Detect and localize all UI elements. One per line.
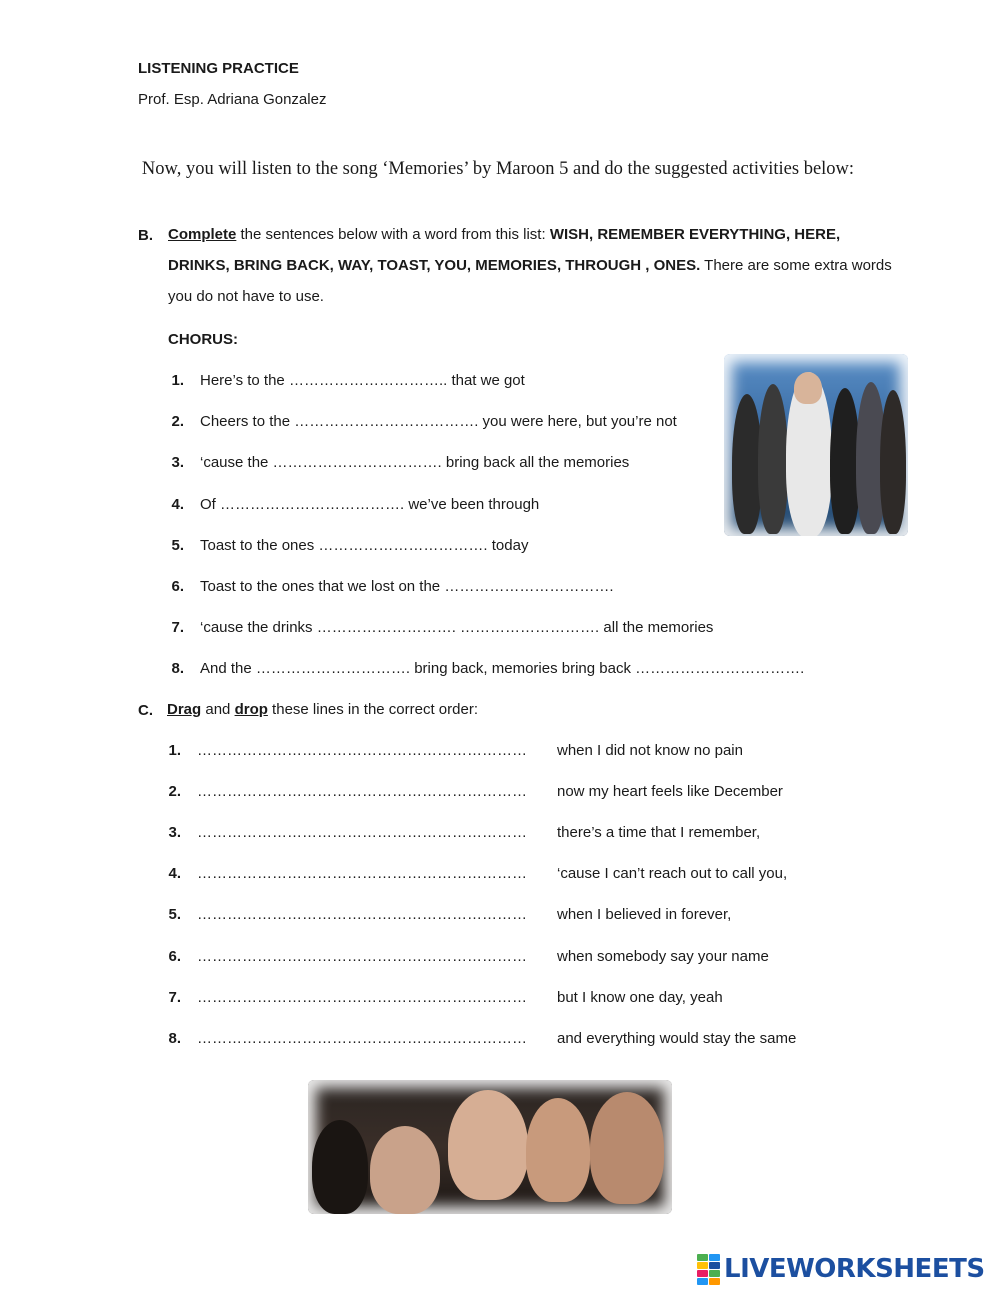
section-b-instructions bbox=[168, 219, 898, 312]
order-item-draggable-line[interactable]: ‘cause I can’t reach out to call you, bbox=[557, 865, 788, 883]
section-b-letter: B. bbox=[138, 227, 153, 244]
order-item-draggable-line[interactable]: there’s a time that I remember, bbox=[557, 824, 761, 842]
section-c-instructions bbox=[167, 694, 478, 725]
chorus-line-text[interactable]: Toast to the ones ……………………………. today bbox=[200, 536, 529, 554]
order-item-number: 6. bbox=[168, 947, 181, 965]
section-c-and: and bbox=[201, 701, 235, 718]
order-item-draggable-line[interactable]: and everything would stay the same bbox=[557, 1029, 797, 1047]
section-b-text-2: There are some extra words you do not have to use. bbox=[168, 257, 892, 305]
chorus-line-text[interactable]: Of ………………………………. we’ve been through bbox=[200, 495, 540, 513]
section-b-verb: Complete bbox=[168, 226, 237, 243]
order-item-number: 5. bbox=[168, 906, 181, 924]
chorus-line-text[interactable]: Cheers to the ………………………………. you were here, but you’re not bbox=[200, 413, 677, 431]
order-item-drop-blank[interactable]: ………………………………………………………… bbox=[197, 906, 527, 924]
order-item-number: 1. bbox=[168, 742, 181, 759]
order-item-number: 8. bbox=[168, 1029, 181, 1047]
order-item-drop-blank[interactable]: ………………………………………………………… bbox=[197, 742, 527, 759]
order-item-number: 2. bbox=[168, 783, 181, 801]
chorus-label: CHORUS: bbox=[168, 331, 238, 348]
chorus-line-text[interactable]: And the …………………………. bring back, memories bring back ……………………………. bbox=[200, 660, 805, 678]
chorus-line-text[interactable]: Here’s to the ………………………….. that we got bbox=[200, 372, 525, 389]
order-item-number: 3. bbox=[168, 824, 181, 842]
chorus-line-number: 1. bbox=[171, 372, 184, 389]
section-b-word-list: WISH, REMEMBER EVERYTHING, HERE, DRINKS, BRING BACK, WAY, TOAST, YOU, MEMORIES, THROUGH , ONES. bbox=[168, 226, 841, 274]
intro-text: Now, you will listen to the song ‘Memories’ by Maroon 5 and do the suggested activities below: bbox=[141, 159, 855, 179]
section-c-text: these lines in the correct order: bbox=[267, 701, 478, 718]
author-name: Prof. Esp. Adriana Gonzalez bbox=[138, 91, 327, 108]
order-item-draggable-line[interactable]: now my heart feels like December bbox=[557, 783, 783, 801]
logo-text: LIVEWORKSHEETS bbox=[724, 1254, 985, 1284]
band-photo-closeup bbox=[308, 1080, 672, 1214]
order-item-drop-blank[interactable]: ………………………………………………………… bbox=[197, 947, 527, 965]
order-item-drop-blank[interactable]: ………………………………………………………… bbox=[197, 988, 527, 1006]
order-item-drop-blank[interactable]: ………………………………………………………… bbox=[197, 783, 527, 801]
chorus-line-number: 8. bbox=[171, 660, 184, 678]
section-c-letter: C. bbox=[138, 702, 153, 719]
order-item-number: 4. bbox=[168, 865, 181, 883]
worksheet-title: LISTENING PRACTICE bbox=[138, 60, 299, 77]
band-photo-group bbox=[724, 354, 908, 536]
section-c-verb-drag: Drag bbox=[167, 701, 202, 718]
chorus-line-text[interactable]: Toast to the ones that we lost on the ……………………………. bbox=[200, 578, 614, 595]
chorus-line-number: 5. bbox=[171, 536, 184, 554]
order-item-number: 7. bbox=[168, 988, 181, 1006]
chorus-line-text[interactable]: ‘cause the ……………………………. bring back all the memories bbox=[200, 454, 630, 472]
chorus-line-number: 7. bbox=[171, 619, 184, 637]
order-item-drop-blank[interactable]: ………………………………………………………… bbox=[197, 865, 527, 883]
section-b-text-1: the sentences below with a word from this list: bbox=[236, 226, 550, 243]
logo-grid-icon bbox=[697, 1254, 720, 1285]
order-item-draggable-line[interactable]: when somebody say your name bbox=[557, 947, 769, 965]
liveworksheets-logo bbox=[697, 1254, 985, 1284]
chorus-line-number: 3. bbox=[171, 454, 184, 472]
order-item-draggable-line[interactable]: when I did not know no pain bbox=[557, 742, 743, 759]
chorus-line-number: 6. bbox=[171, 578, 184, 595]
order-item-drop-blank[interactable]: ………………………………………………………… bbox=[197, 1029, 527, 1047]
chorus-line-number: 4. bbox=[171, 495, 184, 513]
chorus-line-number: 2. bbox=[171, 413, 184, 431]
order-item-draggable-line[interactable]: when I believed in forever, bbox=[557, 906, 732, 924]
chorus-line-text[interactable]: ‘cause the drinks ………………………. ………………………. all the memories bbox=[200, 619, 714, 637]
section-c-verb-drop: drop bbox=[234, 701, 268, 718]
order-item-drop-blank[interactable]: ………………………………………………………… bbox=[197, 824, 527, 842]
order-item-draggable-line[interactable]: but I know one day, yeah bbox=[557, 988, 723, 1006]
